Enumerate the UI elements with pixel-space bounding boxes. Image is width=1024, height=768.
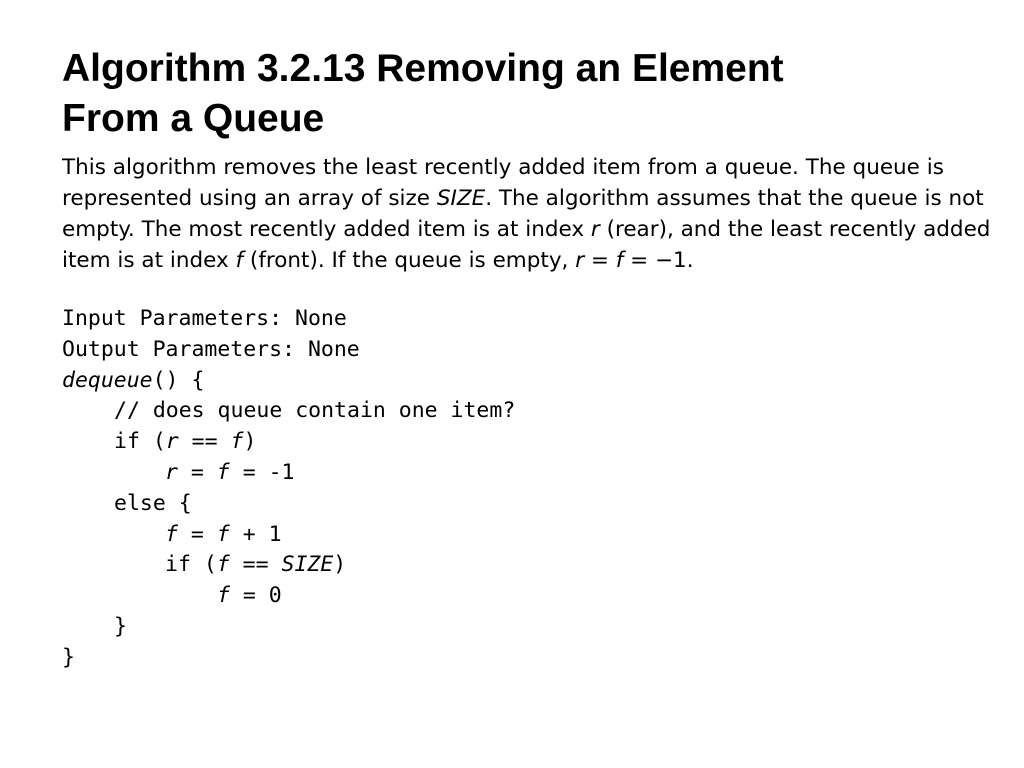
f-variable: f — [235, 248, 244, 273]
input-parameters-line: Input Parameters: None — [62, 306, 347, 331]
increment-line — [62, 520, 1007, 551]
intro-text-2: . The algorithm assumes that the queue is not empty. The most recently added item is at index — [62, 186, 984, 242]
outer-close-brace: } — [62, 644, 75, 670]
code-assign: = — [177, 459, 217, 485]
if-keyword: if ( — [165, 552, 217, 578]
code-f: f — [165, 521, 178, 547]
algorithm-code — [62, 304, 1007, 674]
code-f: f — [216, 459, 230, 485]
code-f: f — [230, 429, 244, 455]
title-line-1: Algorithm 3.2.13 Removing an Element — [62, 47, 784, 90]
r-variable-2: r — [575, 248, 585, 273]
comment-line: // does queue contain one item? — [114, 398, 516, 424]
equals-2: = −1. — [623, 248, 694, 273]
slide — [62, 44, 1007, 674]
if-condition-line — [62, 427, 1007, 458]
size-variable: SIZE — [436, 186, 486, 211]
code-eqeq: == — [229, 552, 282, 578]
f-variable-2: f — [615, 248, 624, 273]
code-eqeq: == — [178, 429, 231, 455]
intro-text-1: This algorithm removes the least recently added item from a queue. The queue is represented using an array of size — [62, 155, 944, 211]
r-variable: r — [590, 217, 600, 242]
inner-close-brace: } — [114, 613, 127, 639]
code-r: r — [165, 429, 179, 455]
equals-1: = — [584, 248, 616, 273]
description-paragraph — [62, 152, 1007, 276]
code-f: f — [216, 552, 230, 578]
if-keyword: if ( — [114, 429, 166, 455]
code-close-paren: ) — [333, 552, 347, 578]
code-zero: = 0 — [229, 583, 282, 609]
function-name: dequeue — [62, 367, 153, 393]
code-minus-one: = -1 — [229, 459, 295, 485]
code-close-paren: ) — [243, 429, 257, 455]
output-parameters-line: Output Parameters: None — [62, 336, 360, 362]
reset-assignment-line — [62, 458, 1007, 489]
else-line: else { — [114, 490, 192, 516]
title-line-2: From a Queue — [62, 97, 325, 140]
wrap-check-line — [62, 550, 1007, 581]
code-plus-one: + 1 — [229, 521, 282, 547]
code-r: r — [165, 459, 178, 485]
wrap-assignment-line — [62, 581, 1007, 612]
slide-title — [62, 44, 1007, 144]
code-f: f — [216, 521, 230, 547]
code-size: SIZE — [281, 552, 334, 578]
code-f: f — [217, 583, 230, 609]
code-assign: = — [177, 521, 217, 547]
function-signature-rest: () { — [152, 367, 205, 393]
intro-text-4: (front). If the queue is empty, — [243, 248, 576, 273]
intro-text-3: (rear), and the least recently added item is at index — [62, 217, 991, 273]
function-signature-line — [62, 366, 1007, 397]
